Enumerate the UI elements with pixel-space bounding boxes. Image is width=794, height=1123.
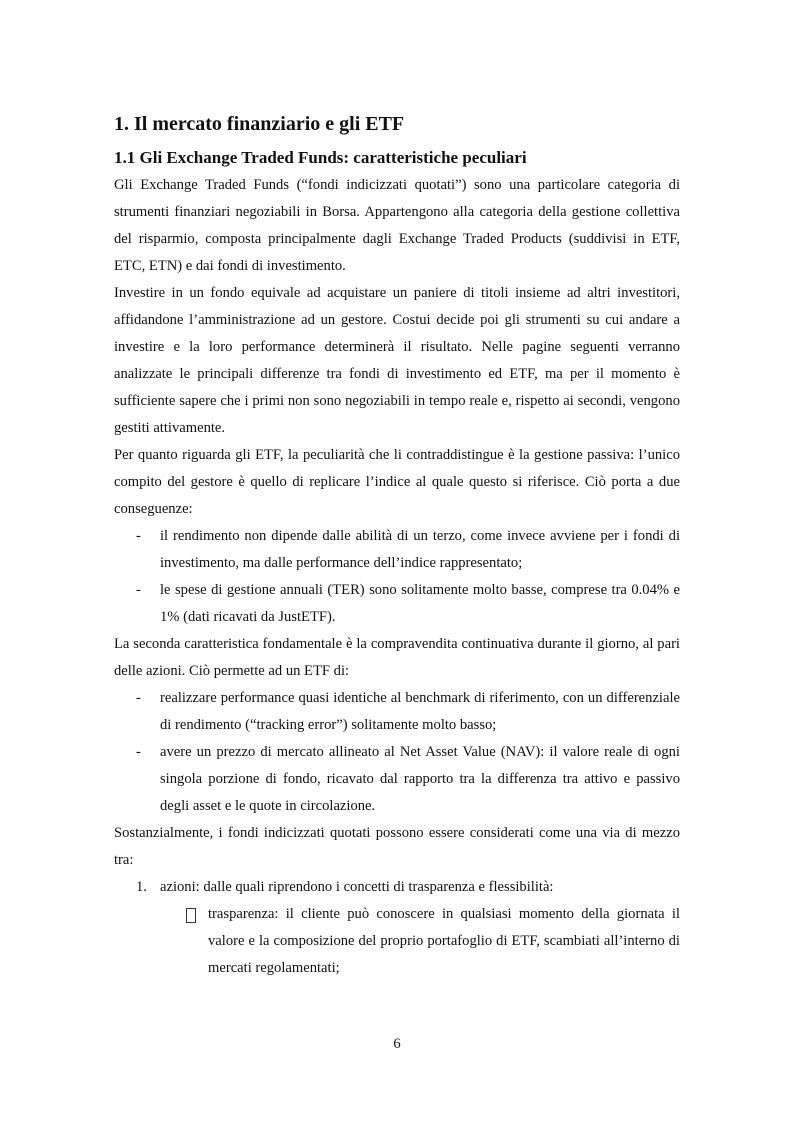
- numbered-list: [114, 874, 680, 901]
- list-item-text: le spese di gestione annuali (TER) sono solitamente molto basse, comprese tra 0.04% e 1% (dati ricavati da JustETF).: [160, 582, 680, 625]
- list-number: 1.: [136, 879, 147, 895]
- document-page: [114, 110, 680, 982]
- chapter-title: 1. Il mercato finanziario e gli ETF: [114, 113, 405, 135]
- sub-list-item: [160, 901, 680, 982]
- list-item-text: realizzare performance quasi identiche al benchmark di riferimento, con un differenziale di rendimento (“tracking error”) solitamente molto basso;: [160, 690, 680, 733]
- dash-bullet: -: [136, 528, 141, 544]
- paragraph-summary: Sostanzialmente, i fondi indicizzati quotati possono essere considerati come una via di mezzo tra:: [114, 825, 680, 868]
- square-bullet-icon: [186, 908, 196, 923]
- consequences-list: [114, 523, 680, 631]
- dash-bullet: -: [136, 690, 141, 706]
- sub-list: [114, 901, 680, 982]
- paragraph-trading: La seconda caratteristica fondamentale è la compravendita continuativa durante il giorno, al pari delle azioni. Ciò permette ad un ETF di:: [114, 636, 680, 679]
- page-number: 6: [393, 1036, 401, 1052]
- dash-bullet: -: [136, 744, 141, 760]
- numbered-item-text: azioni: dalle quali riprendono i concetti di trasparenza e flessibilità:: [160, 879, 554, 895]
- etf-capabilities-list: [114, 685, 680, 820]
- list-item: [114, 739, 680, 820]
- list-item-text: il rendimento non dipende dalle abilità di un terzo, come invece avviene per i fondi di investimento, ma dalle performance dell’indice rappresentato;: [160, 528, 680, 571]
- numbered-list-item: [114, 874, 680, 901]
- dash-bullet: -: [136, 582, 141, 598]
- paragraph-passive-management: Per quanto riguarda gli ETF, la peculiarità che li contraddistingue è la gestione passiva: l’unico compito del gestore è quello di replicare l’indice al quale questo si riferisce. Ciò porta a due conseguenze:: [114, 447, 680, 517]
- list-item-text: avere un prezzo di mercato allineato al Net Asset Value (NAV): il valore reale di ogni singola porzione di fondo, ricavato dal rapporto tra la differenza tra attivo e passivo degli asset e le quote in circolazione.: [160, 744, 680, 814]
- sub-item-text: trasparenza: il cliente può conoscere in qualsiasi momento della giornata il valore e la composizione del proprio portafoglio di ETF, scambiati all’interno di mercati regolamentati;: [208, 906, 680, 976]
- paragraph-intro: Gli Exchange Traded Funds (“fondi indicizzati quotati”) sono una particolare categoria di strumenti finanziari negoziabili in Borsa. Appartengono alla categoria della gestione collettiva del risparmio, composta principalmente dagli Exchange Traded Products (suddivisi in ETF, ETC, ETN) e dai fondi di investimento.: [114, 177, 680, 274]
- list-item: [114, 523, 680, 577]
- section-title: 1.1 Gli Exchange Traded Funds: caratteristiche peculiari: [114, 148, 527, 167]
- list-item: [114, 577, 680, 631]
- paragraph-fund: Investire in un fondo equivale ad acquistare un paniere di titoli insieme ad altri investitori, affidandone l’amministrazione ad un gestore. Costui decide poi gli strumenti su cui andare a investire e la loro performance determinerà il risultato. Nelle pagine seguenti verranno analizzate le principali differenze tra fondi di investimento ed ETF, ma per il momento è sufficiente sapere che i primi non sono negoziabili in tempo reale e, rispetto ai secondi, vengono gestiti attivamente.: [114, 285, 680, 436]
- list-item: [114, 685, 680, 739]
